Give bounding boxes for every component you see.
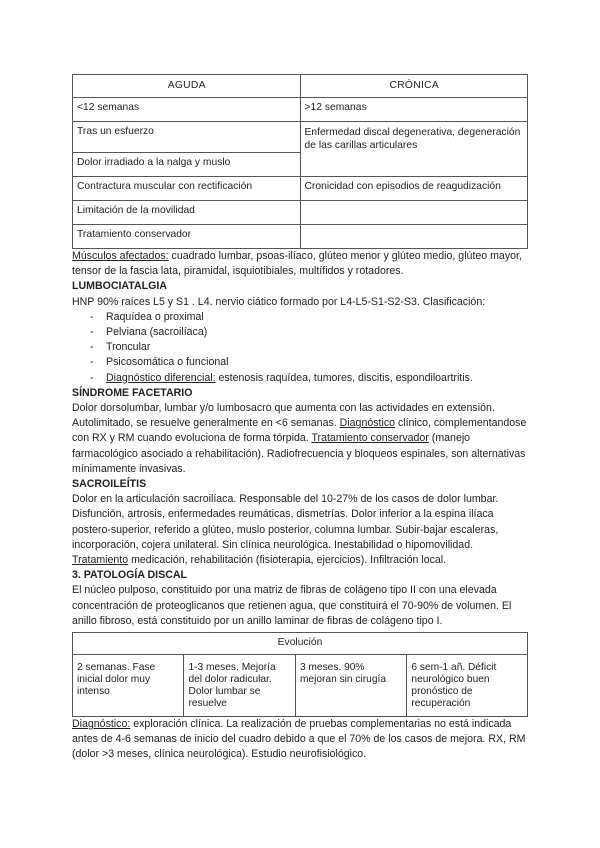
table-row (73, 201, 528, 225)
musculos-label: Músculos afectados: (72, 250, 169, 262)
sacroileitis-tx-label: Tratamiento (72, 554, 129, 567)
table-row (73, 98, 528, 122)
table-cell: Limitación de la movilidad (73, 201, 301, 225)
dx-diferencial-text: estenosis raquídea, tumores, discitis, espondiloartritis. (215, 371, 473, 384)
list-item: - Pelviana (sacroilíaca) (90, 325, 528, 340)
evolucion-header: Evolución (73, 633, 528, 655)
diagnostico-label: Diagnóstico: (72, 718, 131, 731)
sacroileitis-tx-text: medicación, rehabilitación (fisioterapia, ejercicios). Infiltración local. (128, 554, 447, 567)
acute-chronic-table (72, 74, 528, 249)
table-row (73, 177, 528, 201)
table-header-row (73, 75, 528, 98)
evolucion-cell: 6 sem-1 añ. Déficit neurológico buen pronóstico de recuperación (407, 655, 528, 717)
evolucion-cell: 2 semanas. Fase inicial dolor muy intenso (73, 655, 184, 717)
document-page (72, 74, 528, 763)
table-cell (300, 201, 528, 225)
section-title-sacroileitis: SACROILEÍTIS (72, 478, 147, 491)
evolucion-header-row (73, 633, 528, 655)
sindrome-tx-label: Tratamiento conservador (311, 432, 429, 445)
evolucion-table (72, 632, 528, 717)
lumbociatalgia-intro: HNP 90% raíces L5 y S1 . L4. nervio ciático formado por L4-L5-S1-S2-S3. Clasificación: (72, 295, 486, 308)
list-item: - Raquídea o proximal (90, 310, 528, 325)
list-item: - Psicosomática o funcional (90, 355, 528, 370)
list-item: - Troncular (90, 340, 528, 355)
table-cell: Tratamiento conservador (73, 225, 301, 249)
sindrome-text-2: clínico, complementandose con RX y RM cuando evoluciona de forma tórpida. (72, 417, 527, 445)
patologia-paragraph: El núcleo pulposo, constituido por una matriz de fibras de colágeno tipo II con una elevada concentración de proteoglicanos que retienen agua, que constituirá el 70-90% de volumen. El anillo fibroso, está constituido por un anillo laminar de fibras de colágeno tipo I. (72, 584, 512, 627)
diagnostico-paragraph (72, 717, 528, 763)
evolucion-cell: 1-3 meses. Mejoría del dolor radicular. Dolor lumbar se resuelve (184, 655, 295, 717)
table-cell: >12 semanas (300, 98, 528, 122)
table-cell: Cronicidad con episodios de reagudización (300, 177, 528, 201)
table-cell: Contractura muscular con rectificación (73, 177, 301, 201)
sindrome-paragraph (72, 401, 528, 477)
table-cell: Tras un esfuerzo (73, 122, 301, 153)
list-item-diagnostico-diferencial (90, 371, 528, 386)
table-cell (300, 225, 528, 249)
section-title-sindrome-facetario: SÍNDROME FACETARIO (72, 386, 193, 399)
diagnostico-text: exploración clínica. La realización de pruebas complementarias no está indicada antes de 4-6 semanas de inicio del cuadro debido a que el 70% de los casos de mejora. RX, RM (dolor >3 meses, clínica neurológica). Estudio neurofisiológico. (72, 718, 526, 761)
header-cronica: CRÓNICA (300, 75, 528, 98)
table-row (73, 225, 528, 249)
sindrome-dx-label: Diagnóstico (339, 417, 396, 430)
sacroileitis-paragraph: Dolor en la articulación sacroilíaca. Responsable del 10-27% de los casos de dolor lumbar. Disfunción, artrosis, enfermedades reumáticas, dismetrías. Dolor inferior a la espina ilíaca postero-superior, referido a glúteo, muslo posterior, columna lumbar. Subir-bajar escaleras, incorporación, cojera unilateral. Sin clínica neurológica. Inestabilidad o hipomovilidad. (72, 493, 499, 551)
clasificacion-list (72, 310, 528, 386)
table-cell: Dolor irradiado a la nalga y muslo (73, 153, 301, 177)
table-cell: <12 semanas (73, 98, 301, 122)
section-title-lumbociatalgia: LUMBOCIATALGIA (72, 280, 167, 293)
header-aguda: AGUDA (73, 75, 301, 98)
evolucion-row (73, 655, 528, 717)
table-row (73, 122, 528, 153)
sacroileitis-tratamiento (72, 553, 528, 568)
section-title-patologia-discal: 3. PATOLOGÍA DISCAL (72, 569, 187, 582)
sindrome-text-3: (manejo farmacológico asociado a rehabilitación). Radiofrecuencia y bloqueos espinales, son alternativas mínimamente invasivas. (72, 432, 526, 475)
sindrome-text-1: Dolor dorsolumbar, lumbar y/o lumbosacro que aumenta con las actividades en extensión. Autolimitado, se resuelve generalmente en <6 semanas. (72, 402, 495, 430)
musculos-text: cuadrado lumbar, psoas-ilíaco, glúteo menor y glúteo medio, glúteo mayor, tensor de la fascia lata, piramidal, isquiotibiales, multífidos y rotadores. (72, 250, 522, 278)
dx-diferencial-label: Diagnóstico diferencial: (106, 371, 216, 384)
table-cell: Enfermedad discal degenerativa, degeneración de las carillas articulares (300, 122, 528, 177)
musculos-paragraph (72, 249, 528, 279)
evolucion-cell: 3 meses. 90% mejoran sin cirugía (295, 655, 406, 717)
